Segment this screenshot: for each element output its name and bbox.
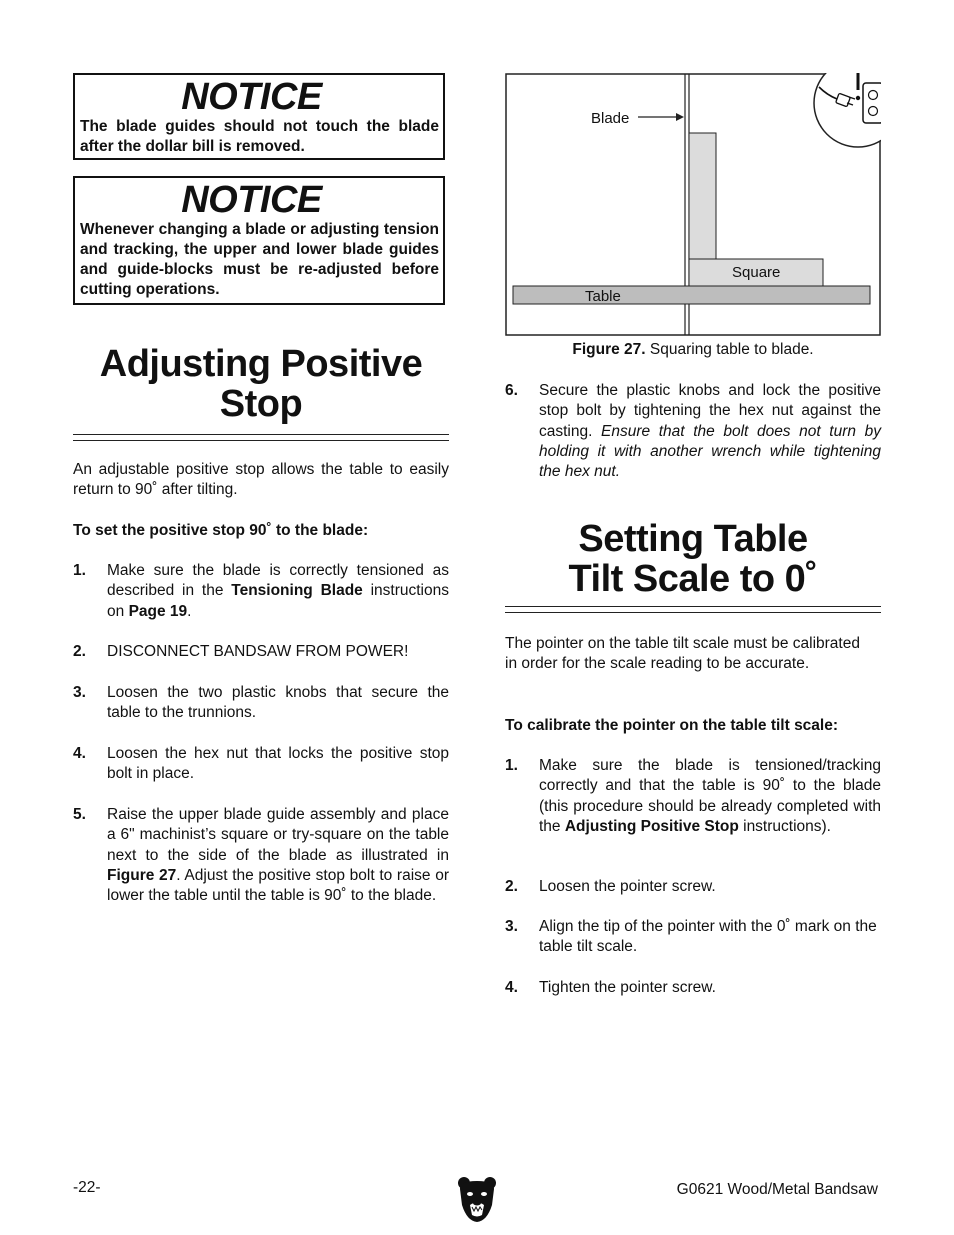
step-number: 3. (73, 684, 86, 701)
bear-logo-icon (457, 1175, 497, 1223)
heading-line: Tilt Scale to 0˚ (568, 558, 818, 600)
notice-text: Whenever changing a blade or adjusting tension and tracking, the upper and lower blade guides and guide-blocks must be re-adjusted before cutting operations. (80, 221, 439, 298)
step-text: Loosen the two plastic knobs that secure the table to the trunnions. (107, 684, 449, 722)
step-number: 4. (505, 979, 518, 996)
step-text: DISCONNECT BANDSAW FROM POWER! (107, 643, 409, 660)
step-item (505, 756, 881, 837)
figure-caption: Figure 27. Squaring table to blade. (572, 341, 814, 358)
step-item (505, 917, 881, 958)
step-number: 3. (505, 918, 518, 935)
step-number: 5. (73, 806, 86, 823)
tilt-scale-intro: The pointer on the table tilt scale must be calibrated in order for the scale reading to be accurate. (505, 635, 860, 673)
notice-title: NOTICE (181, 179, 322, 221)
notice-title: NOTICE (181, 76, 322, 118)
step-item (73, 683, 449, 724)
section-rule (505, 606, 881, 613)
notice-box-readjust-guides (73, 176, 445, 305)
step-item (73, 805, 449, 906)
step-number: 1. (505, 757, 518, 774)
positive-stop-subheading: To set the positive stop 90˚ to the blade: (73, 522, 369, 539)
section-heading-tilt-scale (505, 519, 881, 599)
step-number: 6. (505, 382, 518, 399)
step-number: 2. (73, 643, 86, 660)
squaring-diagram (505, 73, 881, 336)
step-text: Tighten the pointer screw. (539, 979, 716, 996)
step-text: Align the tip of the pointer with the 0˚ mark on the table tilt scale. (539, 918, 877, 956)
step-text: Make sure the blade is tensioned/tracking correctly and that the table is 90˚ to the blade (this procedure should be already completed with the Adjusting Positive Stop instructions). (539, 757, 881, 835)
step-item (505, 877, 881, 897)
step-text: Loosen the pointer screw. (539, 878, 716, 895)
step-number: 1. (73, 562, 86, 579)
heading-line: Adjusting Positive (99, 343, 423, 385)
step-number: 4. (73, 745, 86, 762)
step-item (73, 561, 449, 622)
step-item (73, 642, 449, 662)
figure-squaring-table (505, 73, 881, 336)
tilt-scale-subheading: To calibrate the pointer on the table tilt scale: (505, 717, 839, 734)
step-text: Loosen the hex nut that locks the positive stop bolt in place. (107, 745, 449, 783)
section-heading-positive-stop (73, 344, 449, 424)
step-item (505, 978, 881, 998)
step-text: Make sure the blade is correctly tensioned as described in the Tensioning Blade instructions on Page 19. (107, 562, 449, 620)
step-item (505, 381, 881, 482)
section-rule (73, 434, 449, 441)
notice-box-blade-guides (73, 73, 445, 160)
label-blade: Blade (591, 110, 630, 127)
step-item (73, 744, 449, 785)
heading-line: Stop (219, 383, 303, 425)
step-number: 2. (505, 878, 518, 895)
label-square: Square (732, 264, 781, 281)
positive-stop-intro: An adjustable positive stop allows the table to easily return to 90˚ after tilting. (73, 461, 449, 499)
notice-text: The blade guides should not touch the blade after the dollar bill is removed. (80, 118, 439, 155)
page-number: -22- (73, 1179, 101, 1196)
footer-model: G0621 Wood/Metal Bandsaw (676, 1181, 878, 1198)
heading-line: Setting Table (578, 518, 808, 560)
step-text: Raise the upper blade guide assembly and place a 6" machinist’s square or try-square on the table next to the side of the blade as illustrated in Figure 27. Adjust the positive stop bolt to raise or lower the table until the table is 90˚ to the blade. (107, 806, 449, 905)
step-text: Secure the plastic knobs and lock the positive stop bolt by tightening the hex nut against the casting. Ensure that the bolt does not turn by holding it with another wrench while tightening the hex nut. (539, 382, 881, 481)
label-table: Table (585, 288, 621, 305)
